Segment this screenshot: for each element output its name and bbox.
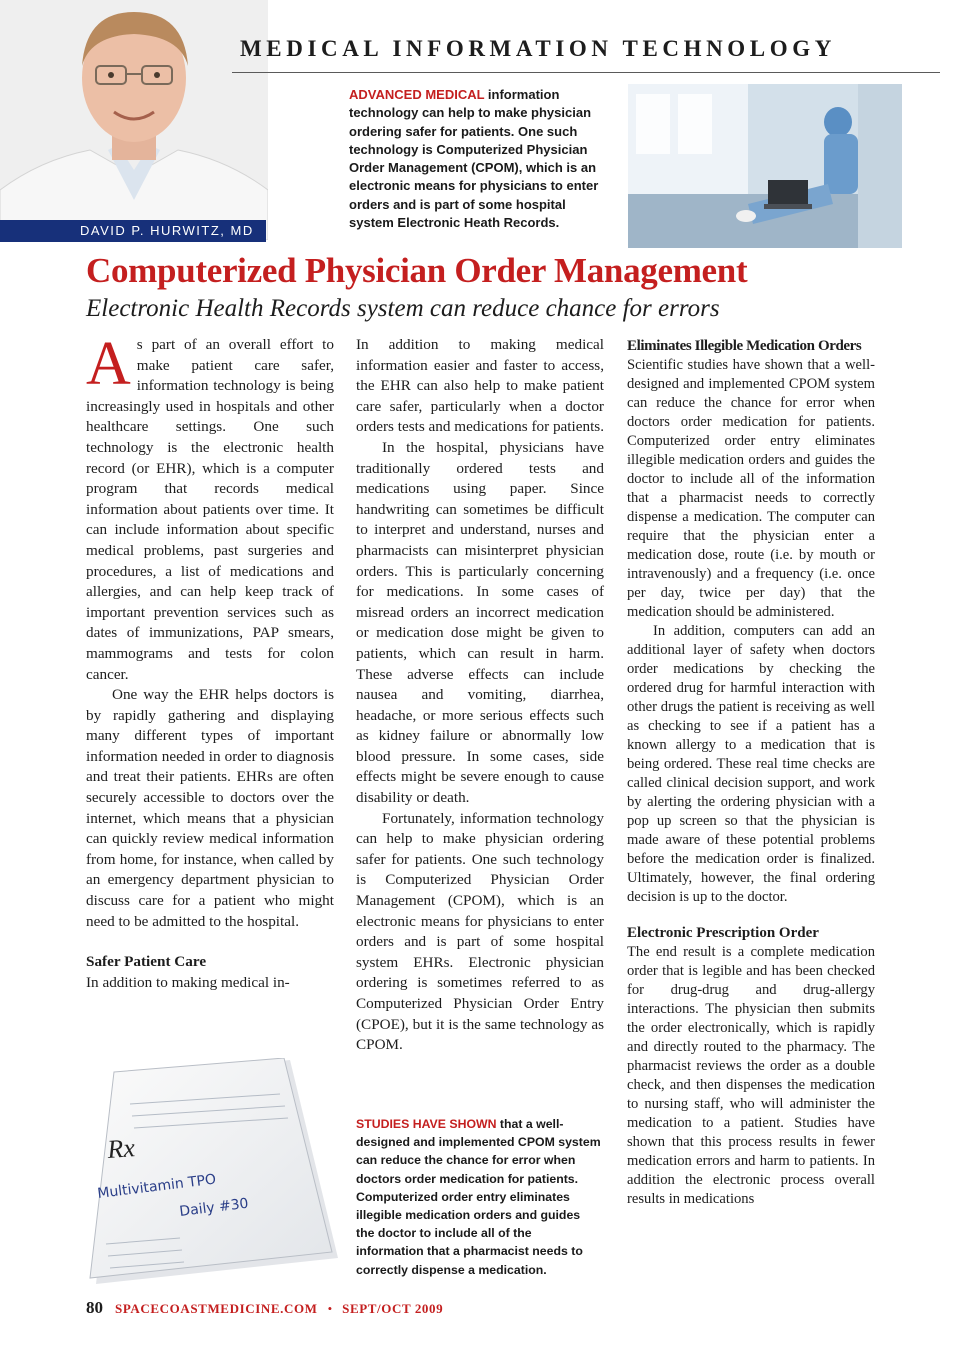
pull-quote	[356, 1115, 601, 1279]
subhead-eliminates-illegible: Eliminates Illegible Medication Orders	[627, 338, 862, 354]
author-portrait	[0, 0, 268, 240]
handwriting-line-2: Daily #30	[178, 1195, 250, 1220]
footer-site: SPACECOASTMEDICINE.COM	[115, 1301, 318, 1316]
paragraph-intro-text: s part of an overall effort to make patient care safer, information technology is being increasingly used in hospitals and other healthcare settings. One such technology is the electronic health record (or EHR), which is a computer program that records medical information about patients over time. It can include information about specific medical problems, past surgeries and procedures, a list of medications and allergies, and can help keep track of important prevention services such as dates of immunizations, PAP smears, mammograms and tests for colon cancer.	[86, 336, 334, 683]
paragraph-paper-orders: In the hospital, physicians have traditionally ordered tests and medications using paper. Since handwriting can sometimes be difficult to interpret and understand, nurses and pharmacists can misinterpret physician orders. This is particularly concerning for medications. In some cases of misread orders an incorrect medication or medication dose might be given to patients, which can result in harm. These adverse effects can include nausea and vomiting, diarrhea, headache, or more serious effects such as kidney failure or abnormally low blood pressure. In some cases, side effects might be severe enough to cause disability or death.	[356, 438, 604, 807]
article-title: Computerized Physician Order Management	[86, 251, 748, 290]
footer-issue: SEPT/OCT 2009	[342, 1301, 444, 1316]
page-number: 80	[86, 1298, 103, 1317]
paragraph-end-result: The end result is a complete medication order that is legible and has been checked for drug-drug and drug-allergy interactions. The physician then submits the order electronically, which is rapidly and directly routed to the pharmacy. The pharmacist reviews the order as a double check, and then dispenses the medication to nursing staff, who will administer the medication to a patient. Studies have shown that this process results in fewer medication errors and harm to patients. In addition the electronic process overall results in medications	[627, 944, 875, 1207]
handwriting-line-1: Multivitamin TPO	[96, 1171, 217, 1202]
rx-symbol: Rx	[106, 1133, 136, 1164]
doctor-with-laptop-photo	[628, 84, 902, 248]
prescription-pad-photo	[80, 1058, 342, 1288]
lead-paragraph	[349, 86, 611, 232]
header-rule	[232, 72, 940, 73]
paragraph-ehr-helps: One way the EHR helps doctors is by rapidly gathering and displaying many different types of important information needed in order to diagnosis and treat their patients. EHRs are often securely accessible to doctors over the internet, which means that a physician can quickly review medical information from home, for instance, when called by an emergency department physician to discuss care for a patient who might need to be admitted to the hospital.	[86, 686, 334, 930]
subhead-safer-patient-care: Safer Patient Care	[86, 953, 207, 971]
pull-quote-highlight: STUDIES HAVE SHOWN	[356, 1117, 497, 1131]
paragraph-additional-safety: In addition, computers can add an additional layer of safety when doctors order medications by checking the ordered drug for harmful interaction with other drugs the patient is receiving as well as checking to see if a patient has a known allergy to a medication that is being ordered. These real time checks are called clinical decision support, and work by alerting the ordering physician with a pop up screen so that the physician is made aware of these potential problems before the medication order is finalized. Ultimately, however, the final ordering decision is up to the doctor.	[627, 623, 875, 905]
footer-separator: •	[327, 1301, 333, 1316]
lead-text: information technology can help to make physician ordering safer for patients. One such technology is Computerized Physician Order Management (CPOM), which is an electronic means for physicians to enter orders and is part of some hospital system Electronic Heath Records.	[349, 87, 599, 231]
paragraph-scientific-studies: Scientific studies have shown that a well-designed and implemented CPOM system can reduce the chance for error when doctors order medication for patients. Computerized order entry eliminates illegible medication orders and guides the doctor to include all of the information that a pharmacist needs to correctly dispense a medication. The computer can require that the physician enter a medication dose, route (i.e. by mouth or intravenously) and a frequency (i.e. once per day, twice per day) that the medication should be administered.	[627, 357, 875, 620]
paragraph-intro	[86, 330, 334, 685]
column-2	[356, 335, 604, 1056]
author-name-bar: DAVID P. HURWITZ, MD	[0, 220, 266, 242]
drop-cap: A	[86, 330, 131, 398]
paragraph-cpom-intro: Fortunately, information technology can help to make physician ordering safer for patients. One such technology is Computerized Physician Order Management (CPOM), which is an electronic means for physicians to enter orders and is part of some hospital system EHRs. Electronic physician ordering is sometimes referred to as Computerized Physician Order Entry (CPOE), but it is the same technology as CPOM.	[356, 809, 604, 1054]
paragraph-safer-care: In addition to making medical information easier and faster to access, the EHR can also help to make patient care safer, particularly when a doctor orders tests and medications for patients.	[356, 336, 604, 436]
column-1	[86, 330, 334, 993]
column-3	[627, 337, 875, 1209]
subhead-electronic-prescription: Electronic Prescription Order	[627, 925, 819, 941]
section-title: MEDICAL INFORMATION TECHNOLOGY	[240, 36, 836, 61]
page-footer	[86, 1298, 586, 1318]
pull-quote-text: that a well-designed and implemented CPOM system can reduce the chance for error when doctors order medication for patients. Computerized order entry eliminates illegible medication orders and guides the doctor to include all of the information that a pharmacist needs to correctly dispense a medication.	[356, 1117, 601, 1277]
article-subtitle: Electronic Health Records system can reduce chance for errors	[86, 295, 720, 322]
paragraph-safer-care-start: In addition to making medical in-	[86, 973, 290, 991]
lead-highlight: ADVANCED MEDICAL	[349, 87, 485, 102]
